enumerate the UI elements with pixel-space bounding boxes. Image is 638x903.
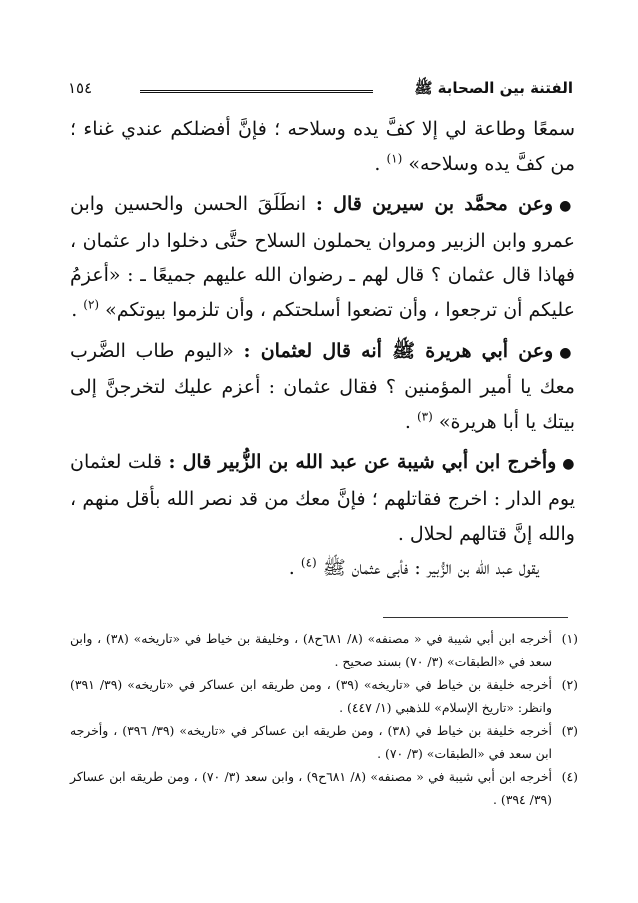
paragraph-lead: وأخرج ابن أبي شيبة عن عبد الله بن الزُّبير قال : (168, 451, 557, 474)
paragraph-1 (70, 112, 575, 181)
bullet-icon: ● (559, 198, 575, 215)
footnote-4 (70, 765, 578, 811)
footnote-text: أخرجه ابن أبي شيبة في « مصنفه» (٨/ ٦٨١ح٨) ، وخليفة بن خياط في «تاريخه» (٣٨) ، وابن سعد في «الطبقات» (٣/ ٧٠) بسند صحيح . (70, 631, 552, 669)
paragraph-3 (70, 334, 575, 440)
paragraph-5 (70, 551, 575, 586)
footnote-text: أخرجه خليفة بن خياط في (٣٨) ، ومن طريقه ابن عساكر في «تاريخه» (٣٩/ ٣٩٦) ، وأخرجه ابن سعد في «الطبقات» (٣/ ٧٠) . (70, 723, 552, 761)
paragraph-tail: . (71, 298, 84, 321)
bullet-icon: ● (559, 344, 575, 361)
paragraph-lead: وعن أبي هريرة ﷺ أنه قال لعثمان : (243, 339, 554, 362)
footnote-ref-4[interactable]: (٤) (300, 555, 317, 570)
footnote-2 (70, 673, 578, 719)
footnote-text: أخرجه ابن أبي شيبة في « مصنفه» (٨/ ٦٨١ح٩) ، وابن سعد (٣/ ٧٠) ، ومن طريقه ابن عساكر (٣٩/ ٣٩٤) . (70, 769, 552, 807)
footnote-ref-2[interactable]: (٢) (83, 297, 100, 312)
footnote-ref-3[interactable]: (٣) (416, 409, 433, 424)
paragraph-tail: . (404, 410, 417, 433)
paragraph-text: «اليوم طاب الضَّرب معك يا أمير المؤمنين ؟ فقال عثمان : أعزم عليك لتخرجنَّ إلى بيتك يا أبا هريرة» (70, 339, 575, 433)
footnote-text: أخرجه خليفة بن خياط في «تاريخه» (٣٩) ، ومن طريقه ابن عساكر في «تاريخه» (٣٩/ ٣٩١) وانظر: «تاريخ الإسلام» للذهبي (١/ ٤٤٧) . (70, 677, 552, 715)
footnote-number: (٢) (561, 677, 578, 692)
page-number: ١٥٤ (68, 79, 93, 97)
paragraph-text: انطَلَقَ الحسن والحسين وابن عمرو وابن الزبير ومروان يحملون السلاح حتَّى دخلوا دار عثمان ، فهاذا قال عثمان ؟ قال لهم ـ رضوان الله عليهم جميعًا ـ : «أعزمُ عليكم أن ترجعوا ، وأن تضعوا أسلحتكم ، وأن تلزموا بيوتكم» (70, 193, 575, 321)
paragraph-tail: . (374, 152, 387, 175)
paragraph-lead: وعن محمَّد بن سيرين قال : (315, 193, 554, 216)
bullet-icon: ● (562, 456, 575, 473)
footnote-number: (٣) (561, 723, 578, 738)
footnote-number: (١) (561, 631, 578, 646)
footnote-number: (٤) (561, 769, 578, 784)
paragraph-4 (70, 445, 575, 551)
paragraph-text: يقول عبد الله بن الزُّبير : فأبى عثمان ﷺ (316, 557, 539, 580)
footnote-ref-1[interactable]: (١) (386, 151, 403, 166)
paragraph-text: سمعًا وطاعة لي إلا كفَّ يده وسلاحه ؛ فإنَّ أفضلكم عندي غناء ؛ من كفَّ يده وسلاحه» (70, 118, 575, 175)
header-title: الفتنة بين الصحابة ﷺ (414, 79, 573, 97)
footnotes (70, 627, 578, 811)
main-text (70, 112, 575, 586)
header-rule (140, 90, 373, 93)
paragraph-tail: . (288, 557, 301, 580)
footnote-3 (70, 719, 578, 765)
paragraph-2 (70, 187, 575, 327)
footnote-separator (383, 617, 568, 618)
running-header (68, 78, 573, 104)
paragraph-text: قلت لعثمان يوم الدار : اخرج فقاتلهم ؛ فإنَّ معك من قد نصر الله بأقل منهم ، والله إنَّ قتالهم لحلال . (70, 451, 575, 545)
footnote-1 (70, 627, 578, 673)
